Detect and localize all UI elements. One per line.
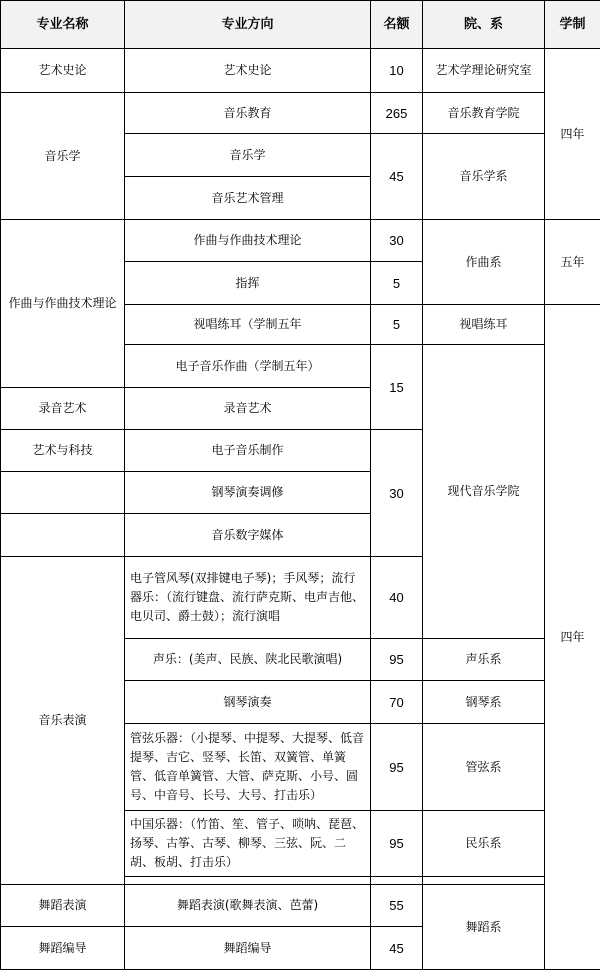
header-row bbox=[1, 1, 600, 49]
quota-cell: 45 bbox=[371, 134, 423, 220]
major-cell: 作曲与作曲技术理论 bbox=[1, 220, 125, 388]
duration-cell: 五年 bbox=[545, 220, 600, 305]
direction-cell: 音乐学 bbox=[125, 134, 371, 177]
direction-cell: 管弦乐器：（小提琴、中提琴、大提琴、低音提琴、吉它、竖琴、长笛、双簧管、单簧管、低音单簧管、大管、萨克斯、小号、圆号、中音号、长号、大号、打击乐） bbox=[125, 724, 371, 811]
direction-cell: 视唱练耳（学制五年 bbox=[125, 305, 371, 345]
quota-cell: 5 bbox=[371, 262, 423, 305]
department-cell: 视唱练耳 bbox=[423, 305, 545, 345]
direction-cell: 作曲与作曲技术理论 bbox=[125, 220, 371, 262]
table-row bbox=[1, 885, 600, 927]
quota-cell: 10 bbox=[371, 49, 423, 93]
quota-cell: 95 bbox=[371, 639, 423, 681]
direction-cell: 声乐：(美声、民族、陕北民歌演唱) bbox=[125, 639, 371, 681]
header-major: 专业名称 bbox=[1, 1, 125, 49]
department-cell: 作曲系 bbox=[423, 220, 545, 305]
quota-cell: 15 bbox=[371, 345, 423, 430]
direction-cell: 艺术史论 bbox=[125, 49, 371, 93]
quota-cell: 40 bbox=[371, 557, 423, 639]
duration-cell: 四年 bbox=[545, 49, 600, 220]
department-cell bbox=[423, 877, 545, 885]
direction-cell: 录音艺术 bbox=[125, 388, 371, 430]
major-cell: 舞蹈表演 bbox=[1, 885, 125, 927]
table-row bbox=[1, 220, 600, 262]
department-cell: 舞蹈系 bbox=[423, 885, 545, 970]
direction-cell: 舞蹈表演(歌舞表演、芭蕾) bbox=[125, 885, 371, 927]
quota-cell: 55 bbox=[371, 885, 423, 927]
direction-cell: 钢琴演奏 bbox=[125, 681, 371, 724]
department-cell: 现代音乐学院 bbox=[423, 345, 545, 639]
major-cell bbox=[1, 472, 125, 514]
department-cell: 声乐系 bbox=[423, 639, 545, 681]
direction-cell: 电子音乐作曲（学制五年） bbox=[125, 345, 371, 388]
direction-cell: 音乐教育 bbox=[125, 93, 371, 134]
direction-cell bbox=[125, 877, 371, 885]
header-quota: 名额 bbox=[371, 1, 423, 49]
header-department: 院、系 bbox=[423, 1, 545, 49]
header-direction: 专业方向 bbox=[125, 1, 371, 49]
department-cell: 民乐系 bbox=[423, 811, 545, 877]
major-cell: 舞蹈编导 bbox=[1, 927, 125, 970]
major-cell: 音乐表演 bbox=[1, 557, 125, 885]
major-cell bbox=[1, 514, 125, 557]
quota-cell: 45 bbox=[371, 927, 423, 970]
department-cell: 钢琴系 bbox=[423, 681, 545, 724]
direction-cell: 指挥 bbox=[125, 262, 371, 305]
quota-cell: 95 bbox=[371, 724, 423, 811]
quota-cell: 70 bbox=[371, 681, 423, 724]
major-cell: 艺术史论 bbox=[1, 49, 125, 93]
direction-cell: 中国乐器：（竹笛、笙、管子、唢呐、琵琶、扬琴、古筝、古琴、柳琴、三弦、阮、二胡、板胡、打击乐） bbox=[125, 811, 371, 877]
quota-cell: 5 bbox=[371, 305, 423, 345]
quota-cell: 30 bbox=[371, 220, 423, 262]
major-cell: 音乐学 bbox=[1, 93, 125, 220]
department-cell: 管弦系 bbox=[423, 724, 545, 811]
table-row bbox=[1, 49, 600, 93]
direction-cell: 钢琴演奏调修 bbox=[125, 472, 371, 514]
quota-cell: 265 bbox=[371, 93, 423, 134]
department-cell: 音乐教育学院 bbox=[423, 93, 545, 134]
direction-cell: 音乐艺术管理 bbox=[125, 177, 371, 220]
quota-cell bbox=[371, 877, 423, 885]
direction-cell: 电子音乐制作 bbox=[125, 430, 371, 472]
duration-cell: 四年 bbox=[545, 305, 600, 970]
direction-cell: 电子管风琴(双排键电子琴)；手风琴；流行器乐：（流行键盘、流行萨克斯、电声吉他、电贝司、爵士鼓）；流行演唱 bbox=[125, 557, 371, 639]
major-cell: 艺术与科技 bbox=[1, 430, 125, 472]
header-duration: 学制 bbox=[545, 1, 600, 49]
direction-cell: 音乐数字媒体 bbox=[125, 514, 371, 557]
major-cell: 录音艺术 bbox=[1, 388, 125, 430]
quota-cell: 30 bbox=[371, 430, 423, 557]
table-row bbox=[1, 93, 600, 134]
quota-cell: 95 bbox=[371, 811, 423, 877]
department-cell: 音乐学系 bbox=[423, 134, 545, 220]
department-cell: 艺术学理论研究室 bbox=[423, 49, 545, 93]
direction-cell: 舞蹈编导 bbox=[125, 927, 371, 970]
